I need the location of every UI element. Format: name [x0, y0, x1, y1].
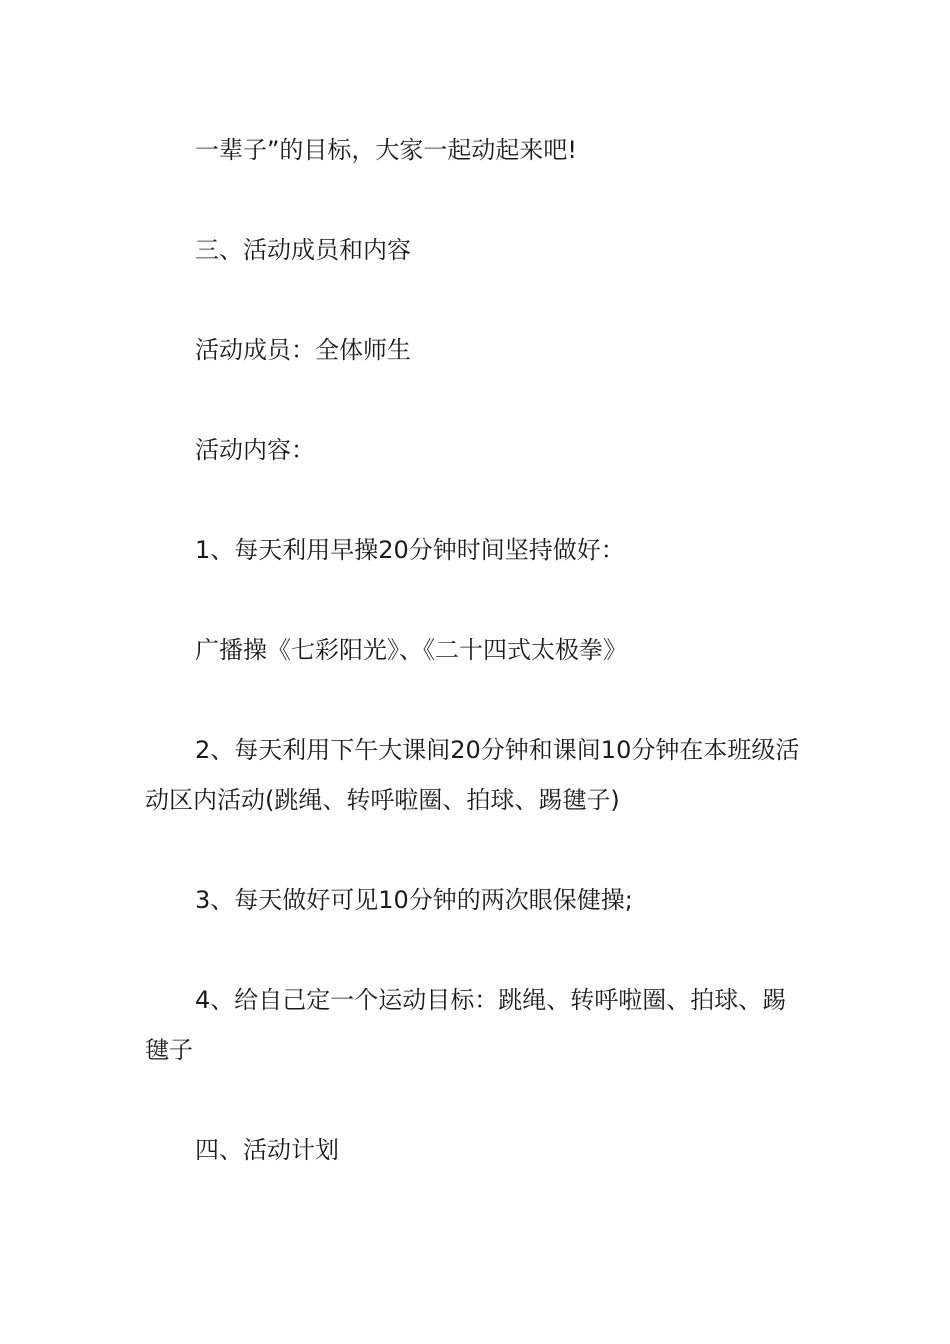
list-item-4: 4、给自己定一个运动目标：跳绳、转呼啦圈、拍球、踢毽子: [145, 986, 787, 1064]
heading-section-three: 三、活动成员和内容: [195, 236, 411, 264]
list-item-1: 1、每天利用早操20分钟时间坚持做好：: [195, 536, 625, 564]
list-item-3: 3、每天做好可见10分钟的两次眼保健操;: [195, 886, 633, 914]
list-item-2: 2、每天利用下午大课间20分钟和课间10分钟在本班级活动区内活动(跳绳、转呼啦圈、拍球、踢毽子): [145, 736, 800, 814]
document-body: [145, 125, 810, 1175]
heading-section-four: 四、活动计划: [195, 1136, 339, 1164]
paragraph-activity-content-label: 活动内容：: [195, 436, 315, 464]
paragraph-broadcast-exercises: 广播操《七彩阳光》、《二十四式太极拳》: [195, 636, 627, 664]
paragraph-goal-continuation: 一辈子”的目标，大家一起动起来吧!: [195, 136, 578, 164]
paragraph-activity-members: 活动成员：全体师生: [195, 336, 411, 364]
